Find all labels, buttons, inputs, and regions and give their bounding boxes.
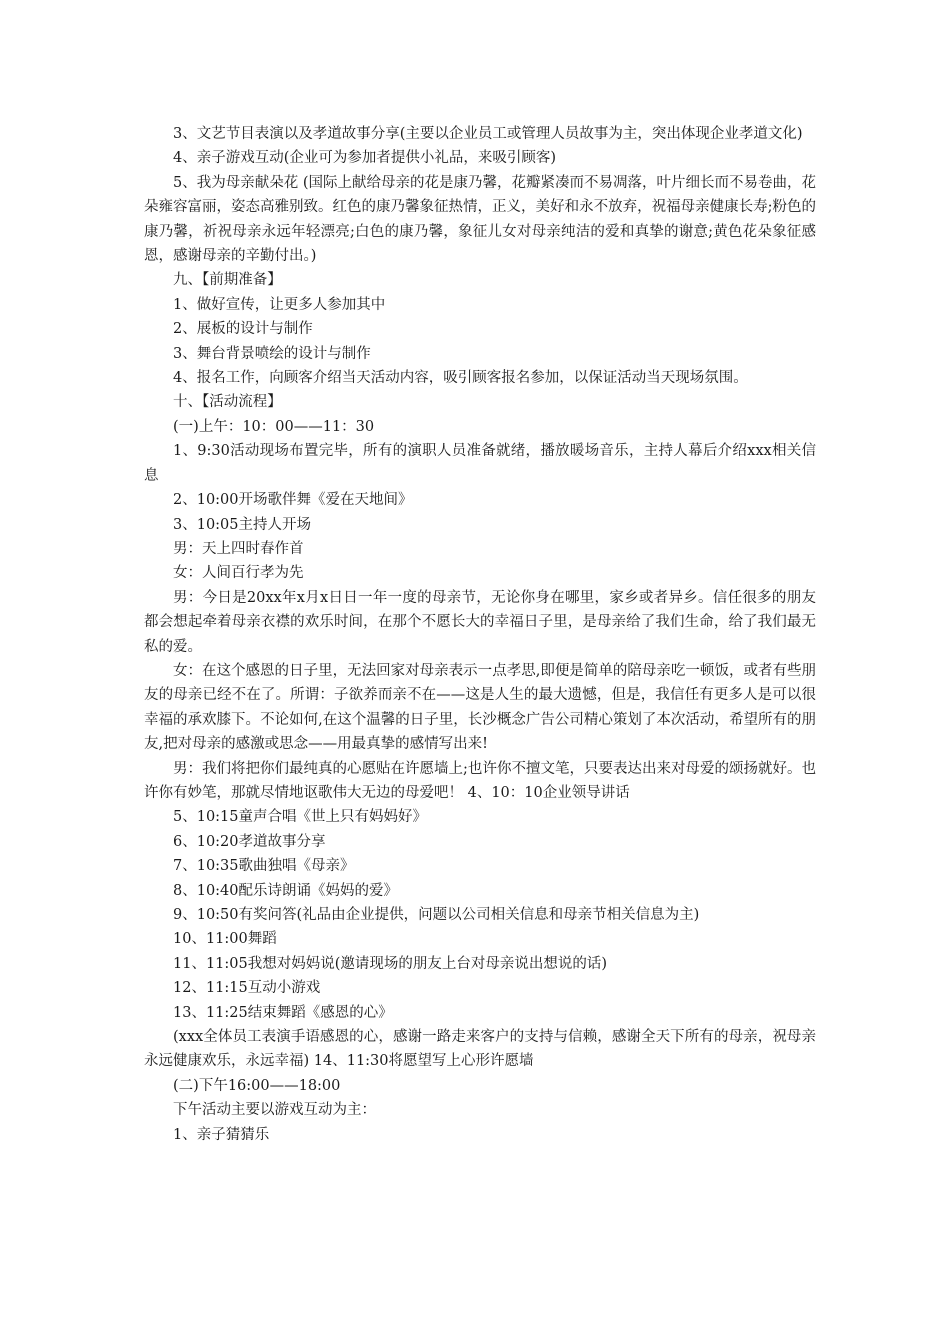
afternoon-intro: 下午活动主要以游戏互动为主：: [173, 1102, 376, 1119]
prep-item-2: 2、展板的设计与制作: [173, 321, 313, 338]
prep-item-3: 3、舞台背景喷绘的设计与制作: [173, 345, 371, 362]
paragraph-item-5: 5、我为母亲献朵花 (国际上献给母亲的花是康乃馨，花瓣紧凑而不易凋落，叶片细长而不易卷曲，花朵雍容富丽，姿态高雅别致。红色的康乃馨象征热情，正义，美好和永不放弃，祝福母亲健康长寿;粉色的康乃馨，祈祝母亲永远年轻漂亮;白色的康乃馨，象征儿女对母亲纯洁的爱和真挚的谢意;黄色花朵象征感恩，感谢母亲的辛勤付出。): [144, 174, 816, 265]
flow-note-sign-language: (xxx全体员工表演手语感恩的心，感谢一路走来客户的支持与信赖，感谢全天下所有的母亲，祝母亲永远健康欢乐，永远幸福) 14、11:30将愿望写上心形许愿墙: [144, 1029, 816, 1070]
afternoon-item-1: 1、亲子猜猜乐: [173, 1126, 270, 1143]
flow-item-11: 11、11:05我想对妈妈说(邀请现场的朋友上台对母亲说出想说的话): [173, 955, 608, 972]
host-line-female-2: 女：在这个感恩的日子里，无法回家对母亲表示一点孝思,即便是简单的陪母亲吃一顿饭，或者有些朋友的母亲已经不在了。所谓：子欲养而亲不在——这是人生的最大遗憾，但是，我信任有更多人是可以很幸福的承欢膝下。不论如何,在这个温馨的日子里，长沙概念广告公司精心策划了本次活动，希望所有的朋友,把对母亲的感激或思念——用最真挚的感情写出来!: [144, 662, 816, 753]
host-line-male-3: 男：我们将把你们最纯真的心愿贴在许愿墙上;也许你不擅文笔，只要表达出来对母爱的颂扬就好。也许你有妙笔，那就尽情地讴歌伟大无边的母爱吧！ 4、10：10企业领导讲话: [144, 760, 816, 801]
host-line-female-1: 女：人间百行孝为先: [173, 565, 304, 582]
paragraph-item-4: 4、亲子游戏互动(企业可为参加者提供小礼品，来吸引顾客): [173, 150, 557, 167]
flow-item-3: 3、10:05主持人开场: [173, 516, 312, 533]
flow-item-9: 9、10:50有奖问答(礼品由企业提供，问题以公司相关信息和母亲节相关信息为主): [173, 907, 700, 923]
flow-item-8: 8、10:40配乐诗朗诵《妈妈的爱》: [173, 882, 399, 899]
flow-item-6: 6、10:20孝道故事分享: [173, 833, 326, 850]
host-line-male-1: 男：天上四时春作首: [173, 540, 304, 557]
flow-item-5: 5、10:15童声合唱《世上只有妈妈好》: [173, 809, 428, 826]
section-heading-flow: 十、【活动流程】: [173, 394, 282, 411]
document-page: [144, 122, 816, 1147]
prep-item-4: 4、报名工作，向顾客介绍当天活动内容，吸引顾客报名参加，以保证活动当天现场氛围。: [173, 370, 748, 387]
prep-item-1: 1、做好宣传，让更多人参加其中: [173, 296, 386, 313]
flow-item-13: 13、11:25结束舞蹈《感恩的心》: [173, 1004, 393, 1021]
section-heading-preparation: 九、【前期准备】: [173, 272, 282, 289]
flow-item-1: 1、9:30活动现场布置完毕，所有的演职人员准备就绪，播放暖场音乐，主持人幕后介绍xxx相关信息: [144, 443, 816, 484]
host-line-male-2: 男：今日是20xx年x月x日日一年一度的母亲节，无论你身在哪里，家乡或者异乡。信任很多的朋友都会想起牵着母亲衣襟的欢乐时间，在那个不愿长大的幸福日子里，是母亲给了我们生命，给了我们最无私的爱。: [144, 589, 816, 655]
paragraph-item-3: 3、文艺节目表演以及孝道故事分享(主要以企业员工或管理人员故事为主，突出体现企业孝道文化): [173, 126, 803, 142]
flow-item-12: 12、11:15互动小游戏: [173, 980, 321, 997]
afternoon-session-title: (二)下午16:00——18:00: [173, 1077, 341, 1094]
flow-item-7: 7、10:35歌曲独唱《母亲》: [173, 858, 355, 875]
flow-item-10: 10、11:00舞蹈: [173, 931, 277, 948]
morning-session-title: (一)上午：10：00——11：30: [173, 418, 375, 435]
flow-item-2: 2、10:00开场歌伴舞《爱在天地间》: [173, 492, 413, 509]
